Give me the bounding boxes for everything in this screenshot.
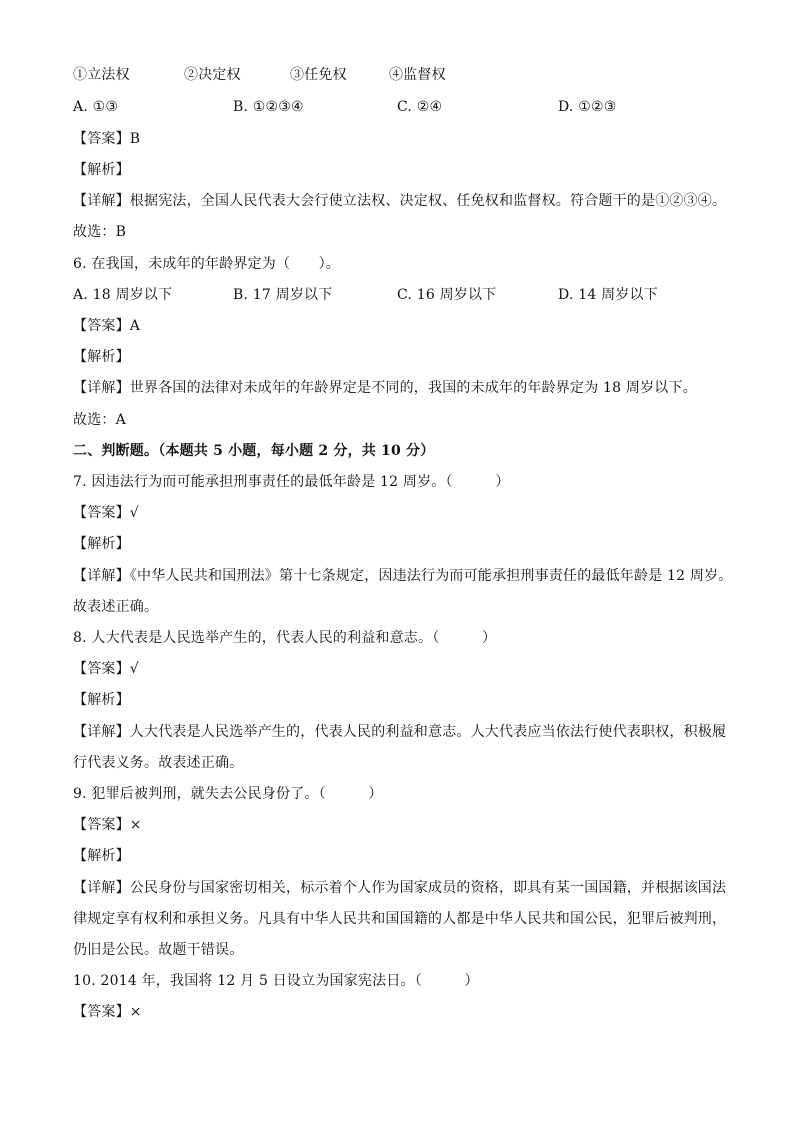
q5-analysis-label: 【解析】 <box>73 162 130 178</box>
q9-answer: 【答案】× <box>73 817 142 833</box>
q5-option-c: C. ②④ <box>397 99 443 115</box>
q6-option-b: B. 17 周岁以下 <box>233 287 333 303</box>
q5-subitem-4: ④监督权 <box>389 67 446 83</box>
q5-subitem-3: ③任免权 <box>290 67 347 83</box>
q5-subitem-2: ②决定权 <box>184 67 241 83</box>
q6-answer: 【答案】A <box>73 318 141 334</box>
q8-detail-line-2: 行代表义务。故表述正确。 <box>73 755 244 771</box>
q7-analysis-label: 【解析】 <box>73 536 130 552</box>
q5-answer: 【答案】B <box>73 131 141 147</box>
section-2-title: 二、判断题。（本题共 5 小题，每小题 2 分，共 10 分） <box>73 443 435 459</box>
q5-option-b: B. ①②③④ <box>233 99 304 115</box>
q6-option-a: A. 18 周岁以下 <box>73 287 173 303</box>
q9-stem: 9. 犯罪后被判刑，就失去公民身份了。（ ） <box>73 786 383 802</box>
q7-stem: 7. 因违法行为而可能承担刑事责任的最低年龄是 12 周岁。（ ） <box>73 474 510 490</box>
q5-option-d: D. ①②③ <box>558 99 617 115</box>
q10-answer: 【答案】× <box>73 1004 142 1020</box>
q9-detail-line-2: 律规定享有权利和承担义务。凡具有中华人民共和国国籍的人都是中华人民共和国公民，犯罪后被判刑， <box>73 911 727 927</box>
q6-analysis-label: 【解析】 <box>73 349 130 365</box>
q6-option-c: C. 16 周岁以下 <box>397 287 497 303</box>
q7-answer: 【答案】√ <box>73 505 139 521</box>
q9-detail-line-3: 仍旧是公民。故题干错误。 <box>73 942 244 958</box>
q5-option-a: A. ①③ <box>73 99 119 115</box>
q5-subitem-1: ①立法权 <box>73 67 130 83</box>
q6-option-d: D. 14 周岁以下 <box>558 287 658 303</box>
q8-stem: 8. 人大代表是人民选举产生的，代表人民的利益和意志。（ ） <box>73 630 497 646</box>
q8-analysis-label: 【解析】 <box>73 692 130 708</box>
q8-detail-line-1: 【详解】人大代表是人民选举产生的，代表人民的利益和意志。人大代表应当依法行使代表职权，积极履 <box>73 724 727 740</box>
q9-analysis-label: 【解析】 <box>73 848 130 864</box>
q6-choice: 故选：A <box>73 412 126 428</box>
q6-stem: 6. 在我国，未成年的年龄界定为（ ）。 <box>73 256 341 272</box>
q7-detail-line-2: 故表述正确。 <box>73 599 159 615</box>
q7-detail-line-1: 【详解】《中华人民共和国刑法》第十七条规定，因违法行为而可能承担刑事责任的最低年龄是 12 周岁。 <box>73 568 733 584</box>
q8-answer: 【答案】√ <box>73 661 139 677</box>
q9-detail-line-1: 【详解】公民身份与国家密切相关，标示着个人作为国家成员的资格，即具有某一国国籍，并根据该国法 <box>73 880 727 896</box>
q5-detail: 【详解】根据宪法，全国人民代表大会行使立法权、决定权、任免权和监督权。符合题干的是①②③④。 <box>73 193 727 209</box>
q5-choice: 故选：B <box>73 224 127 240</box>
q6-detail: 【详解】世界各国的法律对未成年的年龄界定是不同的，我国的未成年的年龄界定为 18 周岁以下。 <box>73 380 697 396</box>
q10-stem: 10. 2014 年，我国将 12 月 5 日设立为国家宪法日。（ ） <box>73 973 479 989</box>
